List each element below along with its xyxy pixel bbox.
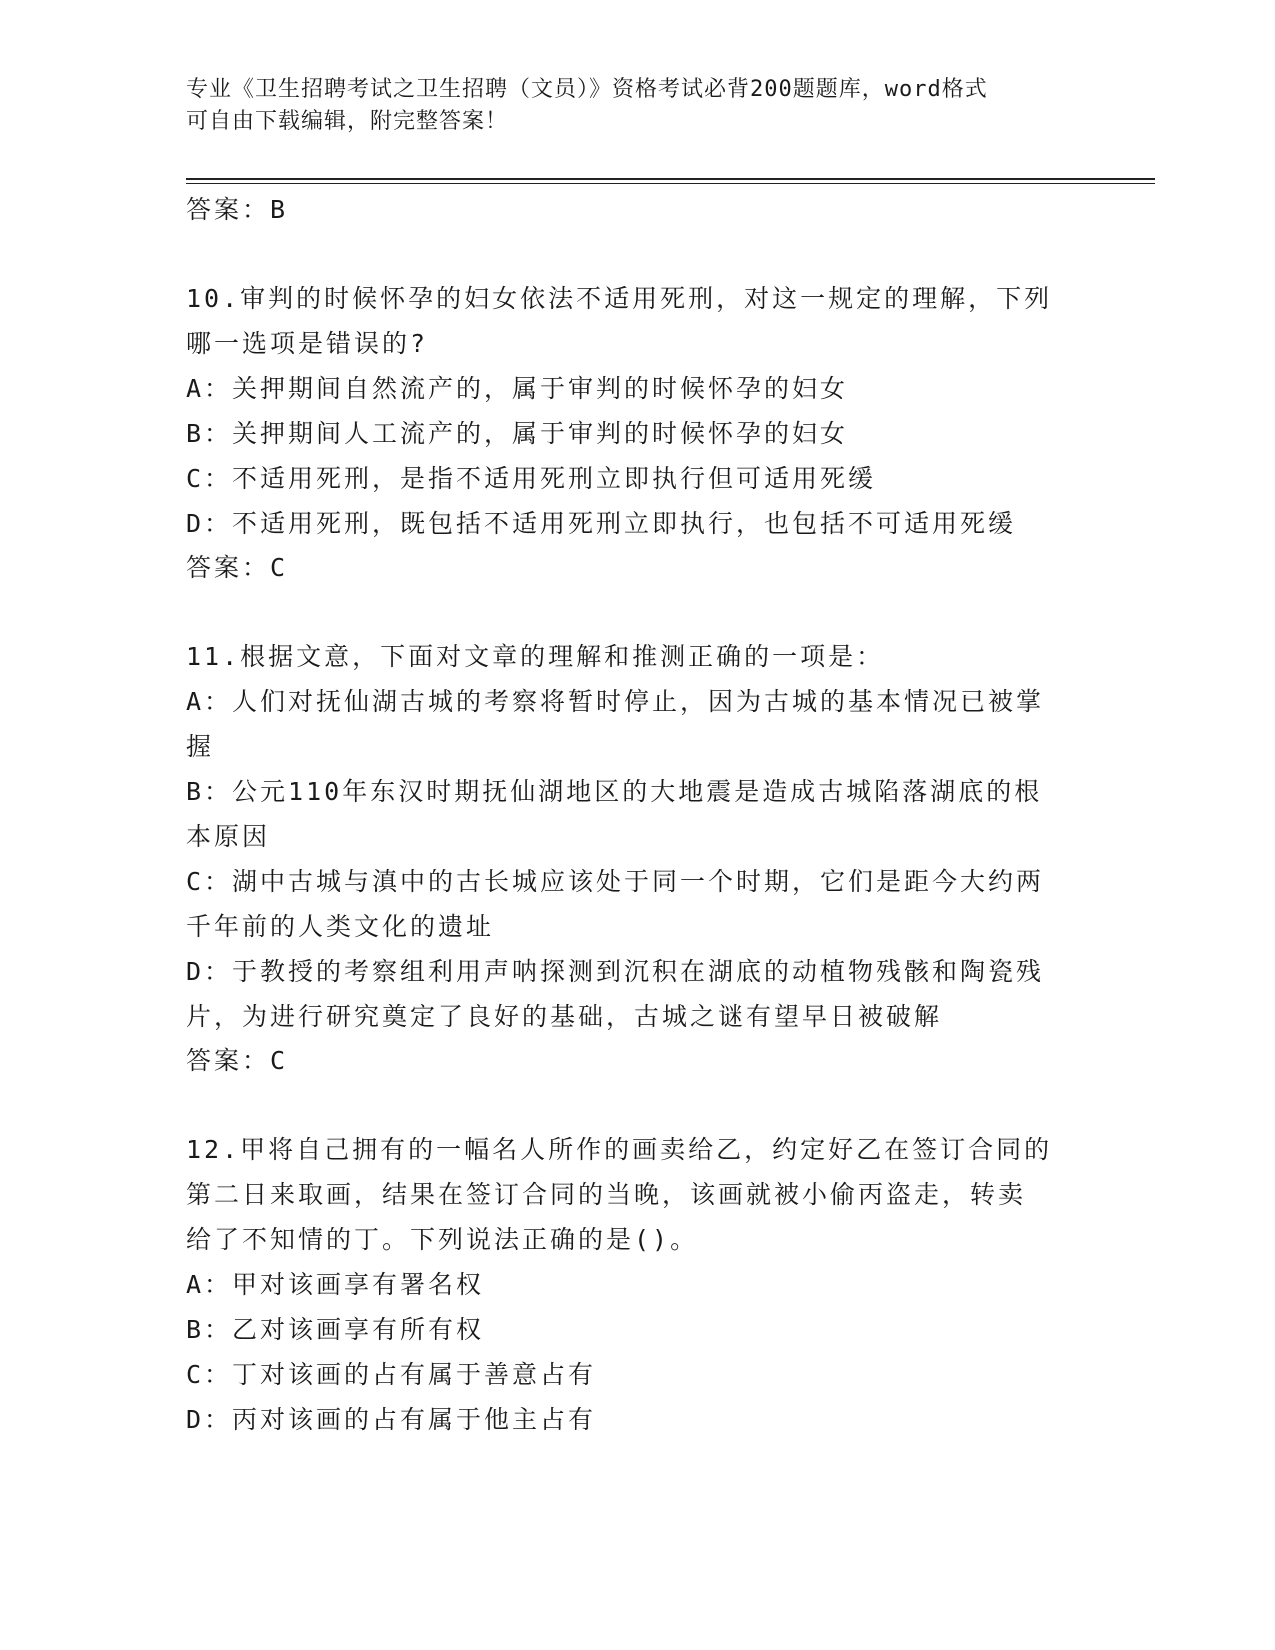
question-10-option-c: C：不适用死刑，是指不适用死刑立即执行但可适用死缓 bbox=[186, 464, 877, 493]
question-12 bbox=[186, 1127, 1086, 1442]
question-10-stem-line-1: 10.审判的时候怀孕的妇女依法不适用死刑，对这一规定的理解，下列 bbox=[186, 284, 1053, 313]
question-12-stem-line-1: 12.甲将自己拥有的一幅名人所作的画卖给乙，约定好乙在签订合同的 bbox=[186, 1135, 1053, 1164]
question-12-option-d: D：丙对该画的占有属于他主占有 bbox=[186, 1405, 597, 1434]
question-12-option-a: A：甲对该画享有署名权 bbox=[186, 1270, 485, 1299]
document-body bbox=[186, 188, 1086, 1442]
question-11-option-a-line-2: 握 bbox=[186, 732, 215, 761]
question-12-stem-line-2: 第二日来取画，结果在签订合同的当晚，该画就被小偷丙盗走，转卖 bbox=[186, 1180, 1027, 1209]
question-11-option-a-line-1: A：人们对抚仙湖古城的考察将暂时停止，因为古城的基本情况已被掌 bbox=[186, 687, 1045, 716]
question-11-option-c-line-2: 千年前的人类文化的遗址 bbox=[186, 912, 495, 941]
question-11-answer: 答案：C bbox=[186, 1046, 289, 1075]
question-10-stem-line-2: 哪一选项是错误的? bbox=[186, 329, 429, 358]
question-11-option-c-line-1: C：湖中古城与滇中的古长城应该处于同一个时期，它们是距今大约两 bbox=[186, 867, 1045, 896]
document-header bbox=[186, 74, 1066, 138]
previous-answer: 答案：B bbox=[186, 195, 289, 224]
question-11-stem-line-1: 11.根据文意，下面对文章的理解和推测正确的一项是： bbox=[186, 642, 885, 671]
header-line-2: 可自由下载编辑，附完整答案！ bbox=[186, 109, 509, 134]
header-divider-thick bbox=[186, 178, 1155, 180]
header-divider-thin bbox=[186, 183, 1155, 184]
question-12-option-c: C：丁对该画的占有属于善意占有 bbox=[186, 1360, 597, 1389]
question-11-option-d-line-1: D：于教授的考察组利用声呐探测到沉积在湖底的动植物残骸和陶瓷残 bbox=[186, 957, 1045, 986]
question-12-stem-line-3: 给了不知情的丁。下列说法正确的是()。 bbox=[186, 1225, 699, 1254]
question-11-option-b-line-2: 本原因 bbox=[186, 822, 271, 851]
question-11-option-d-line-2: 片，为进行研究奠定了良好的基础，古城之谜有望早日被破解 bbox=[186, 1002, 943, 1031]
question-12-option-b: B：乙对该画享有所有权 bbox=[186, 1315, 485, 1344]
question-10-option-d: D：不适用死刑，既包括不适用死刑立即执行，也包括不可适用死缓 bbox=[186, 509, 1017, 538]
header-line-1: 专业《卫生招聘考试之卫生招聘（文员）》资格考试必背200题题库，word格式 bbox=[186, 77, 988, 102]
question-11-option-b-line-1: B：公元110年东汉时期抚仙湖地区的大地震是造成古城陷落湖底的根 bbox=[186, 777, 1043, 806]
question-10-answer: 答案：C bbox=[186, 553, 289, 582]
question-11 bbox=[186, 634, 1086, 1083]
question-10-option-a: A：关押期间自然流产的，属于审判的时候怀孕的妇女 bbox=[186, 374, 849, 403]
question-10 bbox=[186, 276, 1086, 590]
question-10-option-b: B：关押期间人工流产的，属于审判的时候怀孕的妇女 bbox=[186, 419, 849, 448]
